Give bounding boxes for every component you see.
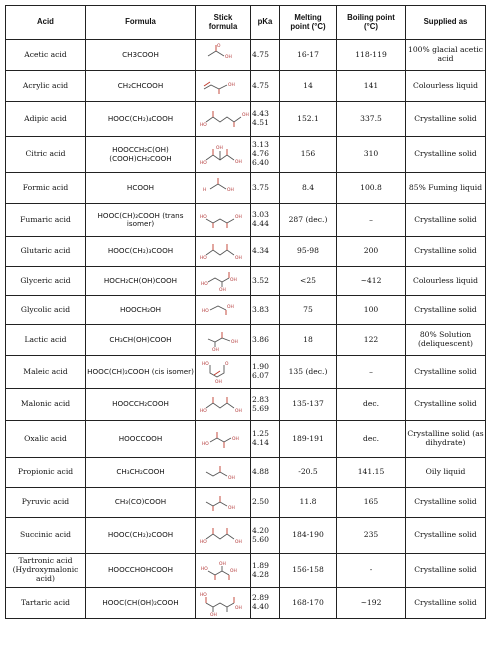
supplied-as-cell: Crystalline solid (406, 518, 486, 554)
svg-text:OH: OH (228, 475, 235, 481)
pka-value: 4.76 (252, 149, 269, 159)
boiling-point-cell: 100.8 (337, 173, 406, 204)
stick-formula-cell (196, 71, 251, 102)
pka-cell (251, 137, 280, 173)
supplied-as-cell: Crystalline solid (406, 137, 486, 173)
supplied-as-cell: Crystalline solid (406, 488, 486, 518)
pyruvic-acid-structure-icon (200, 490, 246, 516)
formula-cell: HOOC(CH(OH)₂COOH (86, 588, 196, 619)
svg-text:HO: HO (202, 309, 209, 314)
svg-text:OH: OH (228, 505, 235, 511)
table-row (6, 40, 486, 71)
svg-text:OH: OH (235, 255, 242, 261)
supplied-as-cell: Crystalline solid (406, 237, 486, 267)
pka-cell (251, 325, 280, 356)
acid-name-cell: Acrylic acid (6, 71, 86, 102)
melting-point-cell: 152.1 (280, 102, 337, 137)
formula-cell: CH₃CH₂COOH (86, 458, 196, 488)
pka-value: 4.75 (252, 49, 269, 59)
pka-cell (251, 267, 280, 296)
boiling-point-cell: 200 (337, 237, 406, 267)
maleic-acid-structure-icon (200, 359, 246, 385)
formula-cell: CH₃(CO)COOH (86, 488, 196, 518)
supplied-as-cell: Crystalline solid (406, 588, 486, 619)
stick-formula-cell (196, 588, 251, 619)
header-formula: Formula (86, 6, 196, 40)
svg-text:OH: OH (235, 215, 242, 220)
pka-cell (251, 204, 280, 237)
table-row (6, 488, 486, 518)
pka-value: 1.25 (252, 429, 269, 439)
pka-cell (251, 518, 280, 554)
supplied-as-cell: Crystalline solid (as dihydrate) (406, 421, 486, 458)
formula-cell: CH3COOH (86, 40, 196, 71)
pka-value: 3.83 (252, 304, 269, 314)
boiling-point-cell: - (337, 554, 406, 588)
pka-value: 4.88 (252, 467, 269, 477)
svg-text:HO: HO (200, 123, 207, 128)
supplied-as-cell: Crystalline solid (406, 204, 486, 237)
pka-value: 3.13 (252, 140, 269, 150)
svg-text:O: O (217, 44, 221, 49)
table-row (6, 389, 486, 421)
stick-formula-cell (196, 204, 251, 237)
glycolic-acid-structure-icon (200, 297, 246, 323)
header-acid: Acid (6, 6, 86, 40)
pka-value: 2.83 (252, 394, 269, 404)
table-row (6, 518, 486, 554)
acrylic-acid-structure-icon (200, 73, 246, 99)
melting-point-cell: 135-137 (280, 389, 337, 421)
melting-point-cell: 8.4 (280, 173, 337, 204)
svg-text:OH: OH (219, 288, 226, 293)
svg-text:HO: HO (200, 255, 207, 261)
svg-text:OH: OH (210, 613, 217, 618)
formula-cell: HCOOH (86, 173, 196, 204)
boiling-point-cell: ~192 (337, 588, 406, 619)
melting-point-cell: 135 (dec.) (280, 356, 337, 389)
melting-point-cell: 189-191 (280, 421, 337, 458)
stick-formula-cell (196, 137, 251, 173)
pka-value: 3.52 (252, 275, 269, 285)
fumaric-acid-structure-icon (200, 207, 246, 233)
formula-cell: HOOC(CH₂)₄COOH (86, 102, 196, 137)
formula-cell: HOOC(CH)₂COOH (trans isomer) (86, 204, 196, 237)
table-row (6, 173, 486, 204)
svg-text:OH: OH (228, 83, 235, 88)
formula-cell: CH₂CHCOOH (86, 71, 196, 102)
stick-formula-cell (196, 356, 251, 389)
header-pka: pKa (251, 6, 280, 40)
boiling-point-cell: 118-119 (337, 40, 406, 71)
svg-text:OH: OH (212, 348, 219, 353)
succinic-acid-structure-icon (200, 523, 246, 549)
pka-value: 4.44 (252, 219, 269, 228)
table-row (6, 71, 486, 102)
boiling-point-cell: 235 (337, 518, 406, 554)
table-row (6, 102, 486, 137)
table-row (6, 296, 486, 325)
stick-formula-cell (196, 237, 251, 267)
header-melting-point: Melting point (°C) (280, 6, 337, 40)
svg-text:HO: HO (201, 566, 208, 572)
svg-text:HO: HO (202, 362, 209, 367)
table-row (6, 421, 486, 458)
pka-cell (251, 102, 280, 137)
acid-name-cell: Lactic acid (6, 325, 86, 356)
stick-formula-cell (196, 458, 251, 488)
svg-text:HO: HO (200, 215, 207, 220)
formula-cell: HOOCCHOHCOOH (86, 554, 196, 588)
stick-formula-cell (196, 102, 251, 137)
svg-text:OH: OH (242, 113, 249, 118)
pka-cell (251, 554, 280, 588)
stick-formula-cell (196, 518, 251, 554)
svg-text:HO: HO (200, 593, 207, 598)
boiling-point-cell: 165 (337, 488, 406, 518)
stick-formula-cell (196, 325, 251, 356)
supplied-as-cell: Colourless liquid (406, 267, 486, 296)
table-row (6, 356, 486, 389)
header-stick-formula: Stick formula (196, 6, 251, 40)
boiling-point-cell: ~412 (337, 267, 406, 296)
oxalic-acid-structure-icon (200, 426, 246, 452)
melting-point-cell: 18 (280, 325, 337, 356)
svg-text:OH: OH (235, 539, 242, 545)
supplied-as-cell: Crystalline solid (406, 389, 486, 421)
melting-point-cell: 75 (280, 296, 337, 325)
pka-value: 1.89 (252, 560, 269, 570)
acid-name-cell: Glutaric acid (6, 237, 86, 267)
melting-point-cell: 16-17 (280, 40, 337, 71)
formula-cell: HOCH₂CH(OH)COOH (86, 267, 196, 296)
supplied-as-cell: Crystalline solid (406, 102, 486, 137)
formula-cell: HOOC(CH₂)₂COOH (86, 518, 196, 554)
boiling-point-cell: 337.5 (337, 102, 406, 137)
formula-cell: HOOC(CH₂)₃COOH (86, 237, 196, 267)
acid-name-cell: Glyceric acid (6, 267, 86, 296)
boiling-point-cell: dec. (337, 421, 406, 458)
malonic-acid-structure-icon (200, 392, 246, 418)
table-row (6, 267, 486, 296)
adipic-acid-structure-icon (200, 106, 249, 132)
svg-text:OH: OH (215, 380, 222, 385)
propionic-acid-structure-icon (200, 460, 246, 486)
supplied-as-cell: 100% glacial acetic acid (406, 40, 486, 71)
acid-name-cell: Formic acid (6, 173, 86, 204)
formic-acid-structure-icon (200, 175, 246, 201)
header-supplied-as: Supplied as (406, 6, 486, 40)
stick-formula-cell (196, 40, 251, 71)
pka-value: 4.51 (252, 118, 269, 127)
pka-cell (251, 71, 280, 102)
pka-value: 4.75 (252, 80, 269, 90)
pka-value: 4.28 (252, 569, 269, 579)
pka-value: 6.07 (252, 371, 269, 380)
header-row (6, 6, 486, 40)
acid-name-cell: Pyruvic acid (6, 488, 86, 518)
pka-value: 5.60 (252, 534, 269, 544)
pka-cell (251, 421, 280, 458)
formula-cell: HOOC(CH)₂COOH (cis isomer) (86, 356, 196, 389)
svg-text:OH: OH (219, 561, 226, 567)
acid-name-cell: Malonic acid (6, 389, 86, 421)
pka-value: 3.75 (252, 182, 269, 192)
pka-cell (251, 173, 280, 204)
acid-name-cell: Tartronic acid (Hydroxymalonic acid) (6, 554, 86, 588)
boiling-point-cell: – (337, 204, 406, 237)
acid-name-cell: Citric acid (6, 137, 86, 173)
table-row (6, 588, 486, 619)
pka-value: 2.89 (252, 593, 269, 603)
citric-acid-structure-icon (200, 142, 246, 168)
supplied-as-cell: Colourless liquid (406, 71, 486, 102)
pka-cell (251, 40, 280, 71)
pka-cell (251, 237, 280, 267)
formula-cell: HOOCCOOH (86, 421, 196, 458)
stick-formula-cell (196, 421, 251, 458)
supplied-as-cell: 80% Solution (deliquescent) (406, 325, 486, 356)
boiling-point-cell: – (337, 356, 406, 389)
svg-text:H: H (203, 188, 207, 193)
acid-name-cell: Oxalic acid (6, 421, 86, 458)
header-boiling-point: Boiling point (°C) (337, 6, 406, 40)
svg-text:OH: OH (235, 159, 242, 165)
pka-cell (251, 389, 280, 421)
table-row (6, 137, 486, 173)
svg-text:OH: OH (230, 278, 237, 283)
boiling-point-cell: 100 (337, 296, 406, 325)
acid-rows (6, 40, 486, 619)
tartronic-acid-structure-icon (200, 558, 246, 584)
melting-point-cell: 156 (280, 137, 337, 173)
melting-point-cell: 14 (280, 71, 337, 102)
formula-cell: HOOCCH₂COOH (86, 389, 196, 421)
acid-properties-table (5, 5, 486, 619)
table-row (6, 554, 486, 588)
acid-name-cell: Maleic acid (6, 356, 86, 389)
supplied-as-cell: Oily liquid (406, 458, 486, 488)
svg-text:HO: HO (200, 539, 207, 545)
melting-point-cell: 287 (dec.) (280, 204, 337, 237)
boiling-point-cell: 141.15 (337, 458, 406, 488)
pka-value: 4.40 (252, 602, 269, 611)
pka-cell (251, 488, 280, 518)
supplied-as-cell: Crystalline solid (406, 296, 486, 325)
stick-formula-cell (196, 554, 251, 588)
formula-cell: HOOCCH₂C(OH)(COOH)CH₂COOH (86, 137, 196, 173)
boiling-point-cell: 141 (337, 71, 406, 102)
table-row (6, 325, 486, 356)
pka-value: 2.50 (252, 497, 269, 507)
tartaric-acid-structure-icon (200, 590, 246, 616)
supplied-as-cell: Crystalline solid (406, 356, 486, 389)
svg-text:OH: OH (232, 437, 239, 442)
pka-cell (251, 458, 280, 488)
svg-text:OH: OH (227, 305, 234, 310)
pka-value: 4.43 (252, 109, 269, 119)
melting-point-cell: 156-158 (280, 554, 337, 588)
pka-value: 4.34 (252, 246, 269, 256)
stick-formula-cell (196, 488, 251, 518)
acid-name-cell: Glycolic acid (6, 296, 86, 325)
pka-value: 4.14 (252, 438, 269, 447)
pka-cell (251, 296, 280, 325)
melting-point-cell: 11.8 (280, 488, 337, 518)
formula-cell: HOOCH₂OH (86, 296, 196, 325)
boiling-point-cell: 122 (337, 325, 406, 356)
boiling-point-cell: 310 (337, 137, 406, 173)
svg-text:OH: OH (235, 606, 242, 611)
svg-text:OH: OH (231, 340, 238, 345)
pka-value: 3.86 (252, 334, 269, 344)
svg-text:HO: HO (200, 160, 207, 166)
melting-point-cell: 168-170 (280, 588, 337, 619)
svg-text:OH: OH (235, 408, 242, 414)
stick-formula-cell (196, 173, 251, 204)
svg-text:O: O (225, 362, 229, 367)
supplied-as-cell: 85% Fuming liquid (406, 173, 486, 204)
svg-text:HO: HO (202, 442, 209, 447)
glyceric-acid-structure-icon (200, 268, 246, 294)
acid-name-cell: Adipic acid (6, 102, 86, 137)
formula-cell: CH₃CH(OH)COOH (86, 325, 196, 356)
svg-text:OH: OH (216, 145, 223, 151)
svg-text:OH: OH (225, 55, 232, 60)
boiling-point-cell: dec. (337, 389, 406, 421)
stick-formula-cell (196, 389, 251, 421)
pka-value: 5.69 (252, 403, 269, 413)
pka-value: 1.90 (252, 362, 269, 372)
acid-name-cell: Fumaric acid (6, 204, 86, 237)
acid-name-cell: Propionic acid (6, 458, 86, 488)
melting-point-cell: 95-98 (280, 237, 337, 267)
svg-text:HO: HO (201, 282, 208, 287)
table-row (6, 204, 486, 237)
table-row (6, 458, 486, 488)
acid-name-cell: Succinic acid (6, 518, 86, 554)
pka-value: 4.20 (252, 525, 269, 535)
pka-value: 3.03 (252, 210, 269, 220)
pka-value: 6.40 (252, 157, 269, 167)
melting-point-cell: 184-190 (280, 518, 337, 554)
stick-formula-cell (196, 296, 251, 325)
supplied-as-cell: Crystalline solid (406, 554, 486, 588)
lactic-acid-structure-icon (200, 327, 246, 353)
melting-point-cell: -20.5 (280, 458, 337, 488)
svg-text:OH: OH (230, 568, 237, 574)
melting-point-cell: <25 (280, 267, 337, 296)
glutaric-acid-structure-icon (200, 239, 246, 265)
pka-cell (251, 588, 280, 619)
acetic-acid-structure-icon (200, 42, 246, 68)
pka-cell (251, 356, 280, 389)
svg-text:HO: HO (200, 408, 207, 414)
svg-text:OH: OH (227, 188, 234, 193)
table-row (6, 237, 486, 267)
acid-name-cell: Tartaric acid (6, 588, 86, 619)
stick-formula-cell (196, 267, 251, 296)
acid-name-cell: Acetic acid (6, 40, 86, 71)
